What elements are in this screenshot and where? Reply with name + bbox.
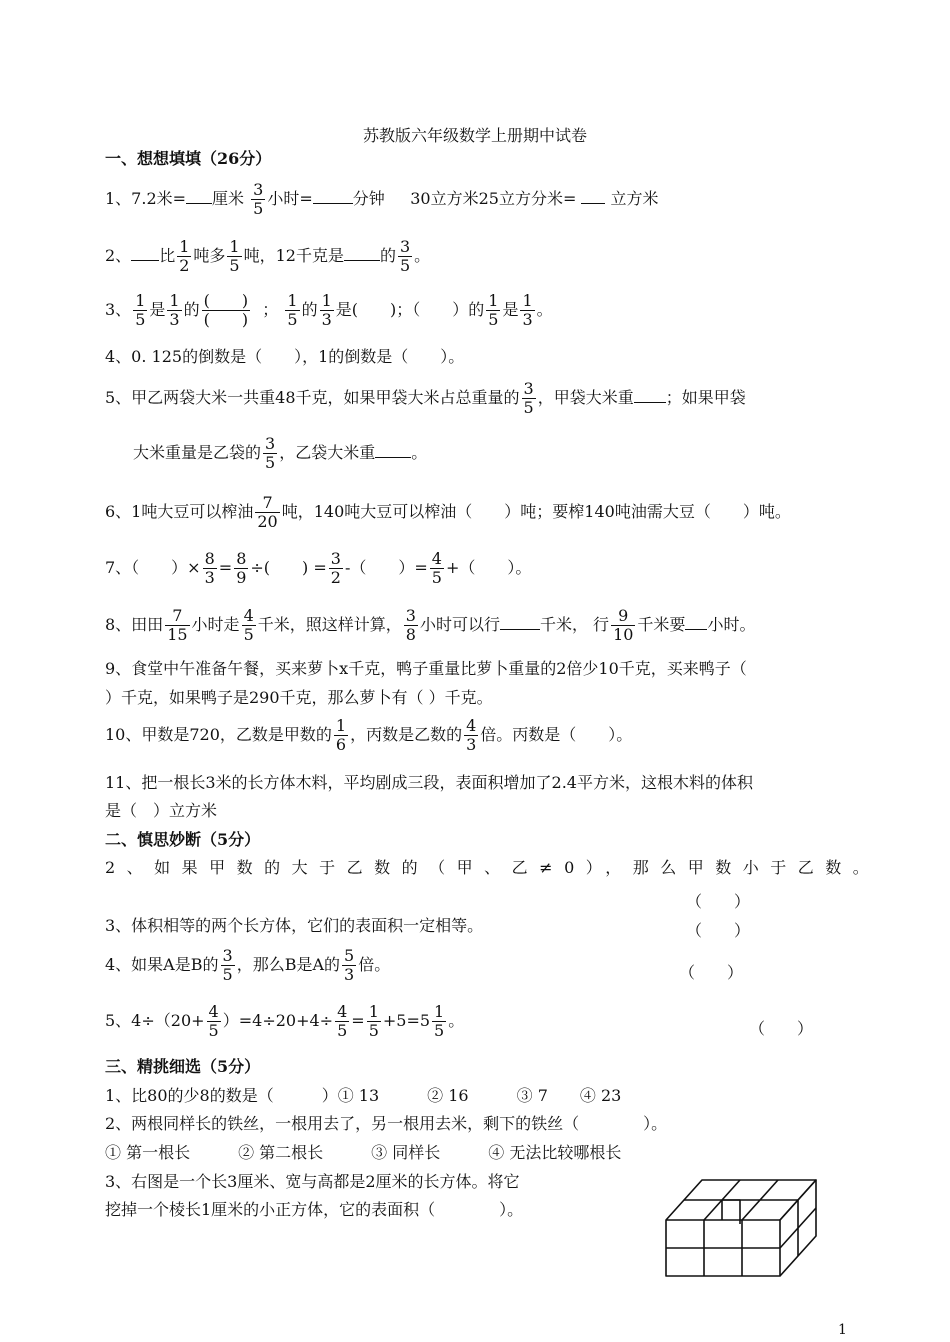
question-1-2: 2、 比 $\frac{1}{2}$ 吨多 $\frac{1}{5}$ 吨，12千克是 的 $\frac{3}{5}$ 。 xyxy=(105,237,431,275)
question-1-8: 8、田田 $\frac{7}{15}$ 小时走 $\frac{4}{5}$ 千米，照这样计算， $\frac{3}{8}$ 小时可以行 千米， 行 $\frac{9}{10}$ 千米要 小时。 xyxy=(105,606,756,644)
question-1-6: 6、1吨大豆可以榨油 $\frac{7}{20}$ 吨，140吨大豆可以榨油（ ）吨；要榨140吨油需大豆（ ）吨。 xyxy=(105,493,791,531)
section1-heading: 一、想想填填（26分） xyxy=(105,149,272,168)
question-1-5-line1: 5、甲乙两袋大米一共重48千克，如果甲袋大米占总重量的 $\frac{3}{5}$ ，甲袋大米重 ；如果甲袋 xyxy=(105,379,746,417)
question-1-7: 7、（ ）× $\frac{8}{3}$ = $\frac{8}{9}$ ÷( ) = $\frac{3}{2}$ -（ ）= $\frac{4}{5}$ +（ ）。 xyxy=(105,549,532,587)
question-1-11-line1: 11、把一根长3米的长方体木料，平均剧成三段，表面积增加了2.4平方米，这根木料的体积 xyxy=(105,773,753,792)
judge-4-answer[interactable]: （ ） xyxy=(679,963,744,982)
choice-2: 2、两根同样长的铁丝，一根用去了，另一根用去米，剩下的铁丝（ ）。 xyxy=(105,1114,668,1133)
question-1-9-line1: 9、食堂中午准备午餐，买来萝卜x千克，鸭子重量比萝卜重量的2倍少10千克，买来鸭子（ xyxy=(105,659,747,678)
question-1-10: 10、甲数是720，乙数是甲数的 $\frac{1}{6}$ ，丙数是乙数的 $\frac{4}{3}$ 倍。丙数是（ ）。 xyxy=(105,716,633,754)
judge-2-answer[interactable]: （ ） xyxy=(686,892,751,911)
question-1-3: 3、 $\frac{1}{5}$ 是 $\frac{1}{3}$ 的 $\frac{( )}{( )}$ ； $\frac{1}{5}$ 的 $\frac{1}{3}$ 是( )；（ ）的 $\frac{1}{5}$ 是 $\frac{1}{3}$ 。 xyxy=(105,291,553,329)
judge-5: 5、4÷（20+ $\frac{4}{5}$ ）=4÷20+4÷ $\frac{4}{5}$ = $\frac{1}{5}$ +5=5 $\frac{1}{5}$ 。 xyxy=(105,1002,465,1040)
page-number: 1 xyxy=(838,1322,847,1338)
choice-3-line1: 3、右图是一个长3厘米、宽与高都是2厘米的长方体。将它 xyxy=(105,1172,520,1191)
section2-heading: 二、慎思妙断（5分） xyxy=(105,830,261,849)
page-title: 苏教版六年级数学上册期中试卷 xyxy=(362,126,587,145)
question-1-4: 4、0. 125的倒数是（ ），1的倒数是（ ）。 xyxy=(105,347,465,366)
cuboid-figure xyxy=(664,1172,824,1282)
choice-2-options: ① 第一根长 ② 第二根长 ③ 同样长 ④ 无法比较哪根长 xyxy=(105,1143,622,1162)
judge-4: 4、如果A是B的 $\frac{3}{5}$ ，那么B是A的 $\frac{5}{3}$ 倍。 xyxy=(105,946,391,984)
question-1-1: 1、7.2米= 厘米 $\frac{3}{5}$ 小时= 分钟 30立方米25立方分米= 立方米 xyxy=(105,180,659,218)
question-1-5-line2: 大米重量是乙袋的 $\frac{3}{5}$ ，乙袋大米重 。 xyxy=(133,434,428,472)
choice-3-line2: 挖掉一个棱长1厘米的小正方体，它的表面积（ ）。 xyxy=(105,1200,524,1219)
section3-heading: 三、精挑细选（5分） xyxy=(105,1057,261,1076)
judge-5-answer[interactable]: （ ） xyxy=(749,1019,814,1038)
judge-2: 2、如果甲数的大于乙数的（甲、乙≠0），那么甲数小于乙数。 xyxy=(105,858,881,877)
judge-3: 3、体积相等的两个长方体，它们的表面积一定相等。 xyxy=(105,916,484,935)
choice-1: 1、比80的少8的数是（ ）① 13 ② 16 ③ 7 ④ 23 xyxy=(105,1086,622,1105)
judge-3-answer[interactable]: （ ） xyxy=(686,921,751,940)
question-1-9-line2: ）千克，如果鸭子是290千克，那么萝卜有（ ）千克。 xyxy=(105,688,493,707)
question-1-11-line2: 是（ ）立方米 xyxy=(105,801,218,820)
